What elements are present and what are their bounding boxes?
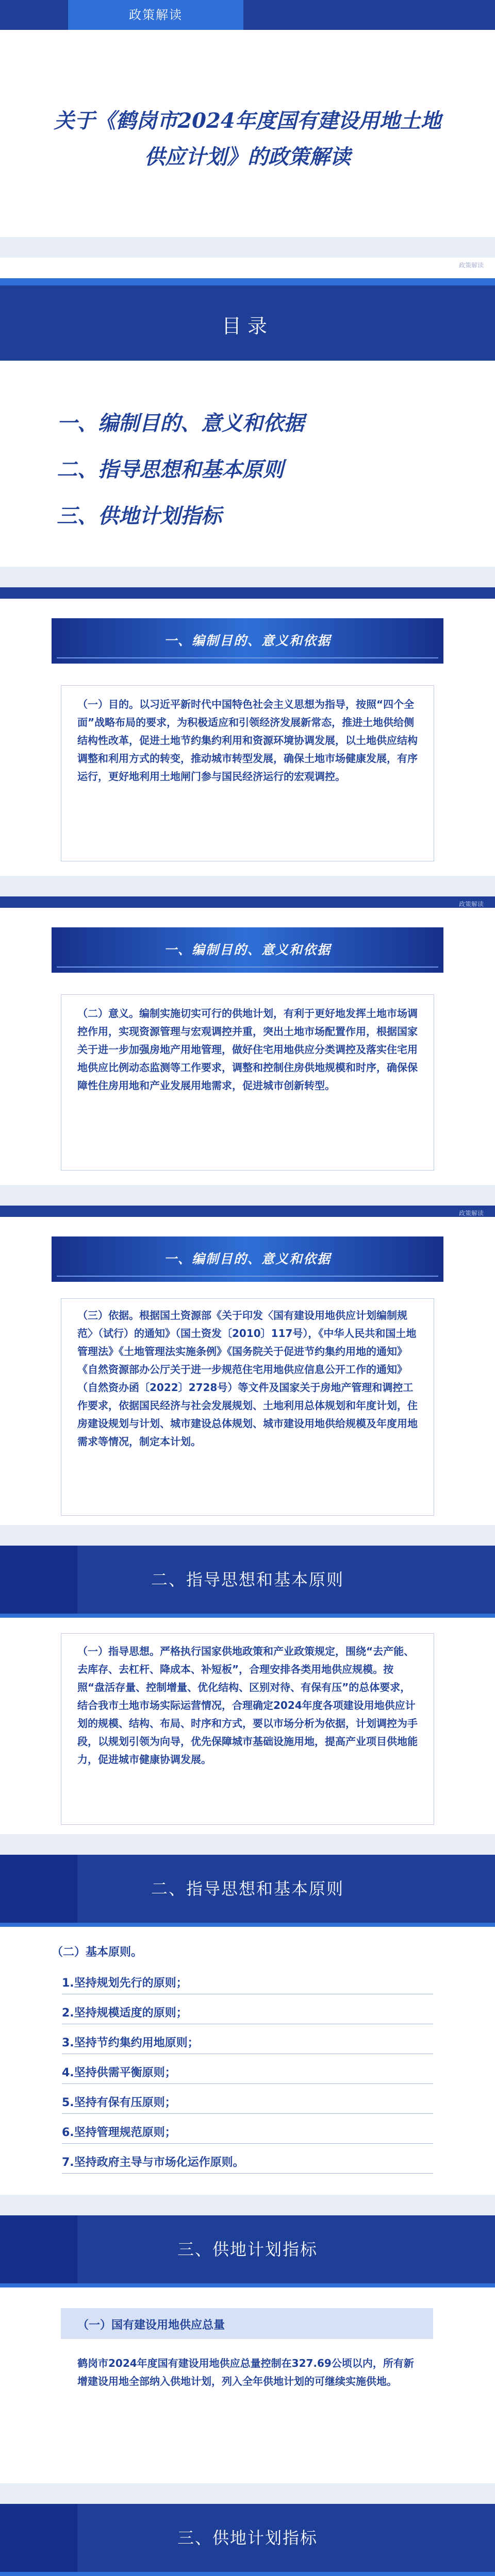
list-divider xyxy=(62,2143,433,2144)
slide-separator xyxy=(0,567,495,587)
section-header-line xyxy=(0,1614,495,1618)
slide-separator xyxy=(0,876,495,896)
toc-header xyxy=(0,278,495,361)
principle-item: 7.坚持政府主导与市场化运作原则。 xyxy=(62,2156,244,2169)
section-banner xyxy=(52,927,443,973)
toc-heading: 目录 xyxy=(221,315,273,337)
toc-item: 二、指导思想和基本原则 xyxy=(57,457,284,482)
guiding-slide xyxy=(0,1546,495,1834)
slide-separator xyxy=(0,237,495,258)
basis-slide xyxy=(0,1206,495,1525)
principle-item: 1.坚持规划先行的原则； xyxy=(62,1977,188,1990)
slide-separator xyxy=(0,1525,495,1546)
toc-item: 一、编制目的、意义和依据 xyxy=(57,411,304,435)
section-title: 二、指导思想和基本原则 xyxy=(151,1570,344,1589)
top-bar xyxy=(0,1206,495,1217)
guiding-paragraph: （一）指导思想。严格执行国家供地政策和产业政策规定，围绕“去产能、去库存、去杠杆、降成本、补短板”，合理安排各类用地供应规模。按照“盘活存量、控制增量、优化结构、区别对待、有保有压”的总体要求，结合我市土地市场实际运营情况，合理确定2024年度各项建设用地供应计划的规模、结构、布局、时序和方式，要以市场分析为依据，计划调控为手段，以规划引领为向导，优先保障城市基础设施用地，提高产业项目供地能力，促进城市健康协调发展。 xyxy=(77,1645,418,1766)
document-title: 关于《鹤岗市2024年度国有建设用地土地供应计划》的政策解读 xyxy=(54,109,441,169)
toc-slide xyxy=(0,258,495,567)
list-divider xyxy=(62,2083,433,2084)
slide-separator xyxy=(0,1185,495,1206)
top-bar xyxy=(0,896,495,908)
banner-title: 一、编制目的、意义和依据 xyxy=(163,942,331,957)
section-header-line xyxy=(0,2572,495,2576)
brand-label: 政策解读 xyxy=(458,262,484,269)
brand-label: 政策解读 xyxy=(458,1210,484,1217)
top-bar xyxy=(0,587,495,599)
brand-label: 政策解读 xyxy=(458,901,484,908)
principle-item: 5.坚持有保有压原则； xyxy=(62,2096,176,2109)
section-banner xyxy=(52,618,443,664)
slide-separator xyxy=(0,1834,495,1855)
section-header-line xyxy=(0,1923,495,1927)
total-paragraph: 鹤岗市2024年度国有建设用地供应总量控制在327.69公顷以内，所有新增建设用地全部纳入供地计划，列入全年供地计划的可继续实施供地。 xyxy=(77,2357,414,2387)
principle-item: 2.坚持规模适度的原则； xyxy=(62,2007,188,2020)
purpose-slide xyxy=(0,587,495,876)
banner-title: 一、编制目的、意义和依据 xyxy=(163,633,331,648)
principle-item: 6.坚持管理规范原则； xyxy=(62,2126,176,2139)
principles-heading: （二）基本原则。 xyxy=(52,1946,143,1959)
principles-slide xyxy=(0,1855,495,2195)
toc-item: 三、供地计划指标 xyxy=(57,504,222,528)
meaning-paragraph: （二）意义。编制实施切实可行的供地计划，有利于更好地发挥土地市场调控作用，实现资源管理与宏观调控并重，突出土地市场配置作用，根据国家关于进一步加强房地产用地管理，做好住宅用地供应分类调控及落实住宅用地供应比例动态监测等工作要求，调整和控制住房供地规模和时序，确保保障性住房用地和产业发展用地需求，促进城市创新转型。 xyxy=(77,1007,418,1092)
slide-separator xyxy=(0,2483,495,2504)
list-divider xyxy=(62,2173,433,2174)
structure-slide xyxy=(0,2504,495,2576)
section-header-line xyxy=(0,2283,495,2287)
section-title: 三、供地计划指标 xyxy=(177,2528,318,2548)
total-supply-slide xyxy=(0,2215,495,2483)
slide-separator xyxy=(0,2195,495,2215)
title-slide xyxy=(0,0,495,237)
section-title: 二、指导思想和基本原则 xyxy=(151,1879,344,1899)
toc-header-line xyxy=(0,278,495,285)
purpose-paragraph: （一）目的。以习近平新时代中国特色社会主义思想为指导，按照“四个全面”战略布局的要求，为积极适应和引领经济发展新常态，推进土地供给侧结构性改革，促进土地节约集约利用和资源环境协调发展，以土地供应结构调整和利用方式的转变，推动城市转型发展，确保土地市场健康发展，有序运行，更好地利用土地闸门参与国民经济运行的宏观调控。 xyxy=(77,698,418,783)
principle-item: 4.坚持供需平衡原则； xyxy=(62,2066,176,2079)
policy-tab: 政策解读 xyxy=(68,0,243,30)
section-title: 三、供地计划指标 xyxy=(177,2240,318,2259)
meaning-slide xyxy=(0,896,495,1185)
principle-item: 3.坚持节约集约用地原则； xyxy=(62,2037,199,2049)
list-divider xyxy=(62,2113,433,2114)
banner-title: 一、编制目的、意义和依据 xyxy=(163,1251,331,1266)
section-banner xyxy=(52,1236,443,1282)
basis-paragraph: （三）依据。根据国土资源部《关于印发〈国有建设用地供应计划编制规范〉（试行）的通知》（国土资发〔2010〕117号），《中华人民共和国土地管理法》《土地管理法实施条例》《国务院关于促进节约集约用地的通知》《自然资源部办公厅关于进一步规范住宅用地供应信息公开工作的通知》（自然资办函〔2022〕2728号）等文件及国家关于房地产管理和调控工作要求，依据国民经济与社会发展规划、土地利用总体规划和年度计划，住房建设规划与计划、城市建设总体规划、城市建设用地供给规模及年度用地需求等情况，制定本计划。 xyxy=(77,1309,418,1448)
total-heading: （一）国有建设用地供应总量 xyxy=(77,2319,225,2332)
